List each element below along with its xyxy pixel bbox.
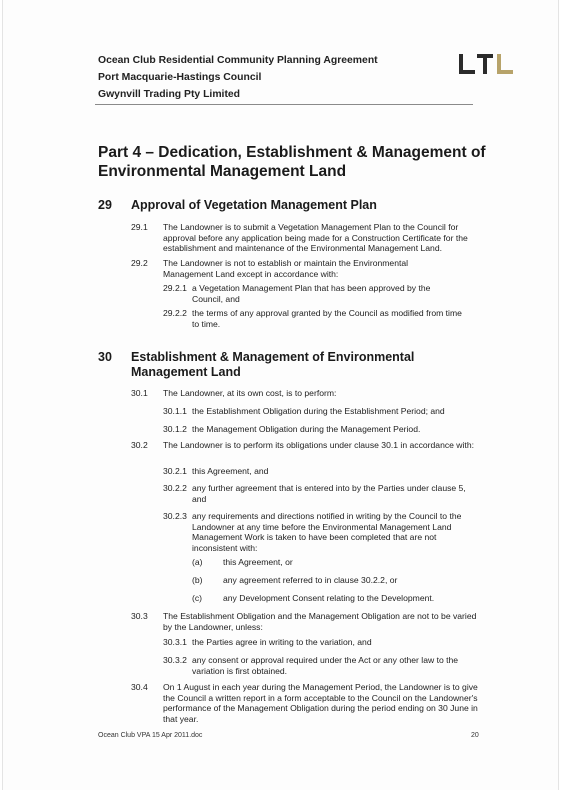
part-title: Part 4 – Dedication, Establishment & Management of Environmental Management Land	[98, 144, 486, 180]
header-council: Port Macquarie-Hastings Council	[98, 72, 262, 83]
clause-30-2-1-text: this Agreement, and	[192, 466, 269, 476]
clause-30-1-number: 30.1	[131, 388, 148, 398]
clause-29-2-number: 29.2	[131, 258, 148, 268]
clause-30-2-number: 30.2	[131, 440, 148, 450]
clause-30-3-2-number: 30.3.2	[163, 655, 187, 665]
clause-30-4-text: On 1 August in each year during the Management Period, the Landowner is to give the Council a written report in a form acceptable to the Council on the Landowner's performance of the Management Obligation during the period ending on 30 June in that year.	[163, 682, 478, 725]
clause-30-2-3-number: 30.2.3	[163, 511, 187, 521]
clause-29-2-2-text: the terms of any approval granted by the Council as modified from time to time.	[192, 308, 462, 329]
section-29-number: 29	[98, 198, 112, 212]
clause-30-2-text: The Landowner is to perform its obligations under clause 30.1 in accordance with:	[163, 440, 474, 450]
clause-29-1-text: The Landowner is to submit a Vegetation Management Plan to the Council for approval before any application being made for a Construction Certificate for the establishment and maintenance of the Environmental Management Land.	[163, 222, 468, 254]
clause-30-1-text: The Landowner, at its own cost, is to perform:	[163, 388, 337, 398]
header-divider	[95, 104, 473, 105]
clause-29-2-text: The Landowner is not to establish or maintain the Environmental Management Land except in accordance with:	[163, 258, 409, 279]
section-29-title: Approval of Vegetation Management Plan	[131, 198, 377, 212]
ltl-logo	[457, 52, 515, 76]
header-agreement-title: Ocean Club Residential Community Planning Agreement	[98, 55, 378, 66]
header-company: Gwynvill Trading Pty Limited	[98, 89, 241, 100]
clause-30-3-1-text: the Parties agree in writing to the variation, and	[192, 637, 372, 647]
clause-30-1-1-number: 30.1.1	[163, 406, 187, 416]
clause-30-2-3-a-text: this Agreement, or	[223, 557, 293, 567]
clause-30-2-2-number: 30.2.2	[163, 483, 187, 493]
clause-29-2-1-number: 29.2.1	[163, 283, 187, 293]
clause-29-2-2-number: 29.2.2	[163, 308, 187, 318]
section-30-title: Establishment & Management of Environmental Management Land	[131, 350, 415, 379]
clause-30-3-number: 30.3	[131, 611, 148, 621]
clause-30-1-1-text: the Establishment Obligation during the Establishment Period; and	[192, 406, 445, 416]
section-30-number: 30	[98, 350, 112, 364]
clause-29-2-1-text: a Vegetation Management Plan that has been approved by the Council, and	[192, 283, 431, 304]
footer-document-name: Ocean Club VPA 15 Apr 2011.doc	[98, 732, 203, 739]
clause-30-2-3-c-number: (c)	[192, 593, 203, 603]
clause-30-2-3-text: any requirements and directions notified in writing by the Council to the Landowner at any time before the Environmental Management Land Management Work is taken to have been completed that are not inconsistent with:	[192, 511, 462, 554]
clause-30-2-3-a-number: (a)	[192, 557, 203, 567]
clause-30-2-3-c-text: any Development Consent relating to the Development.	[223, 593, 435, 603]
clause-30-2-3-b-number: (b)	[192, 575, 203, 585]
clause-30-2-1-number: 30.2.1	[163, 466, 187, 476]
document-page	[2, 0, 559, 790]
clause-30-1-2-text: the Management Obligation during the Management Period.	[192, 424, 421, 434]
clause-29-1-number: 29.1	[131, 222, 148, 232]
clause-30-3-1-number: 30.3.1	[163, 637, 187, 647]
clause-30-2-2-text: any further agreement that is entered into by the Parties under clause 5, and	[192, 483, 466, 504]
clause-30-3-text: The Establishment Obligation and the Management Obligation are not to be varied by the Landowner, unless:	[163, 611, 477, 632]
clause-30-1-2-number: 30.1.2	[163, 424, 187, 434]
footer-page-number: 20	[471, 732, 479, 739]
clause-30-2-3-b-text: any agreement referred to in clause 30.2.2, or	[223, 575, 398, 585]
clause-30-4-number: 30.4	[131, 682, 148, 692]
clause-30-3-2-text: any consent or approval required under the Act or any other law to the variation is first obtained.	[192, 655, 459, 676]
